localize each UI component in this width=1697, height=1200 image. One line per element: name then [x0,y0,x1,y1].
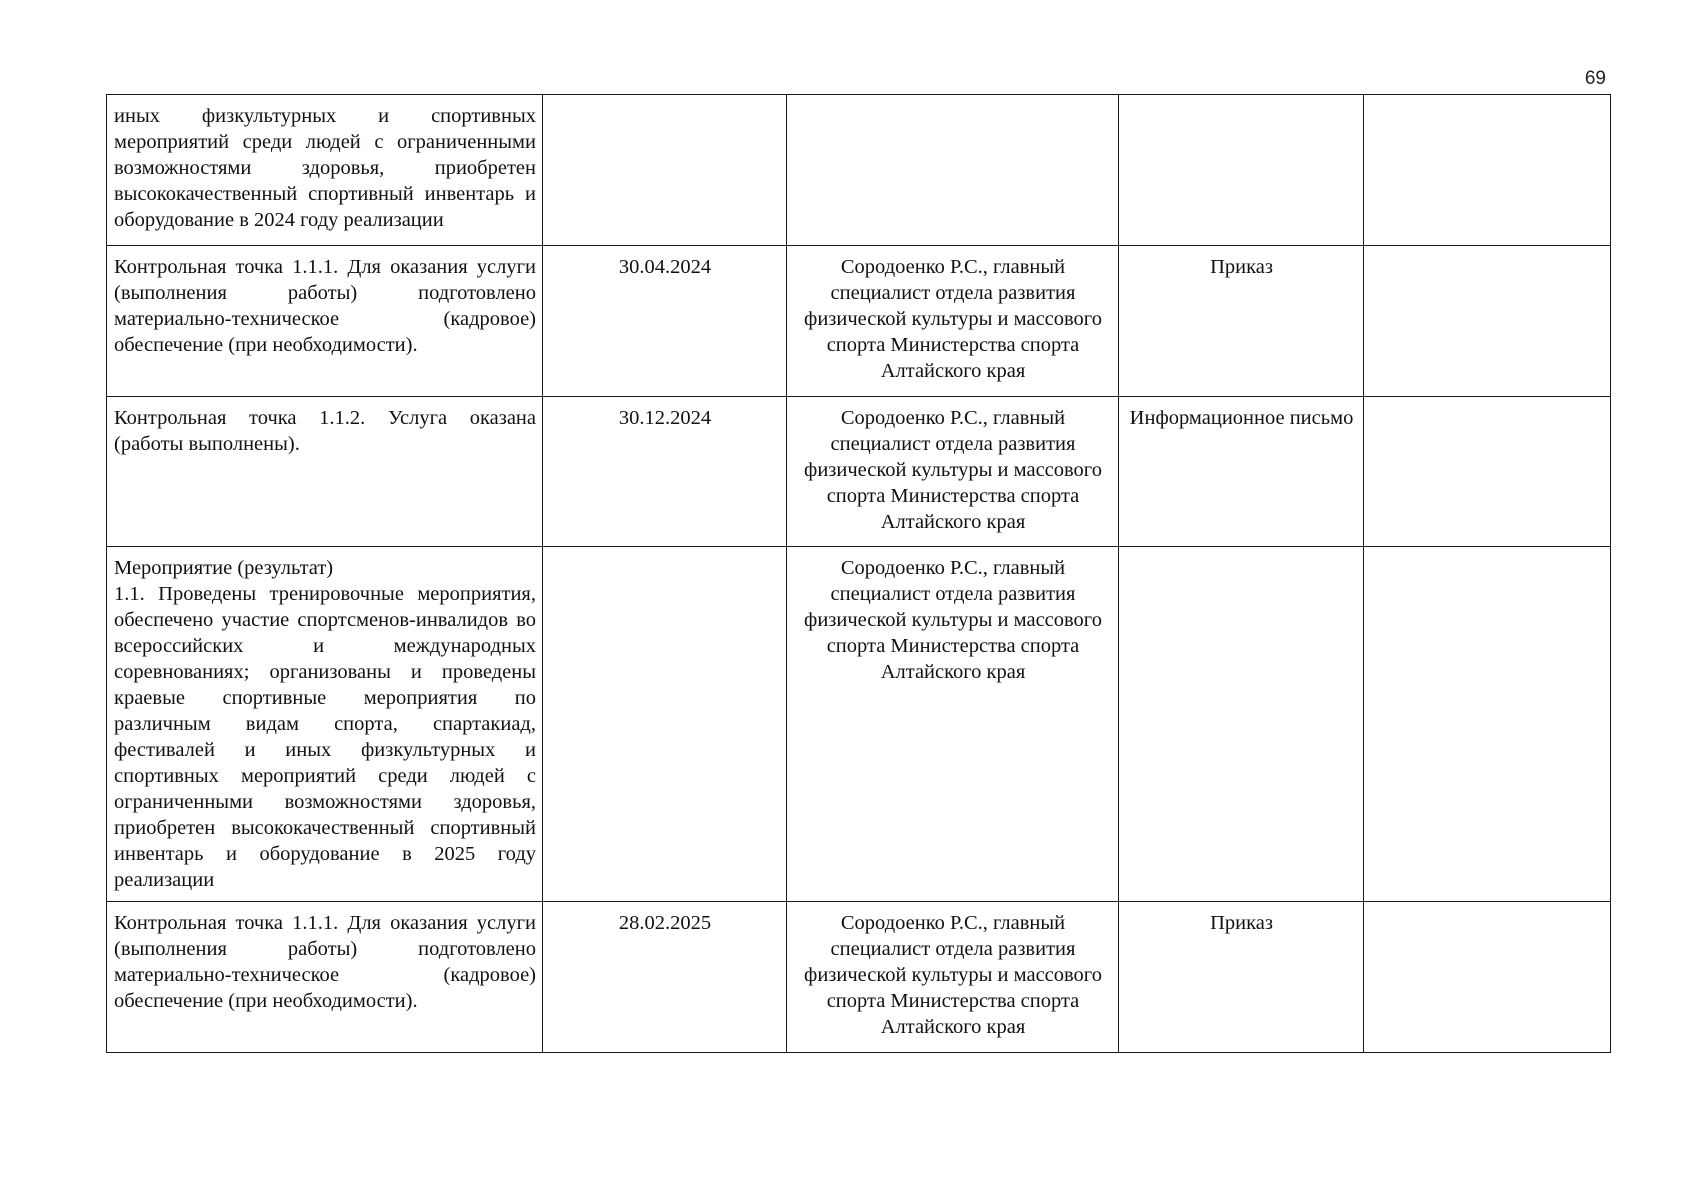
date-cell [543,547,787,902]
event-text: 1.1. Проведены тренировочные мероприятия, обеспечено участие спортсменов-инвалидов во всероссийских и международных соревнованиях; организованы и проведены краевые спортивные мероприятия по различным видам спорта, спартакиад, фестивалей и иных физкультурных и спортивных мероприятий среди людей с ограниченными возможностями здоровья, приобретен высококачественный спортивный инвентарь и оборудование в 2025 году реализации [114,583,536,891]
description-cell: Контрольная точка 1.1.1. Для оказания услуги (выполнения работы) подготовлено материально-техническое (кадровое) обеспечение (при необходимости). [107,246,543,397]
table-row [107,246,1611,397]
table-row [107,547,1611,902]
note-cell [1364,246,1611,397]
responsible-cell: Сородоенко Р.С., главный специалист отдела развития физической культуры и массового спорта Министерства спорта Алтайского края [787,397,1119,547]
description-cell: иных физкультурных и спортивных мероприятий среди людей с ограниченными возможностями здоровья, приобретен высококачественный спортивный инвентарь и оборудование в 2024 году реализации [107,95,543,246]
description-cell: Контрольная точка 1.1.2. Услуга оказана (работы выполнены). [107,397,543,547]
responsible-cell [787,95,1119,246]
responsible-cell: Сородоенко Р.С., главный специалист отдела развития физической культуры и массового спорта Министерства спорта Алтайского края [787,902,1119,1053]
date-cell: 30.04.2024 [543,246,787,397]
date-cell: 28.02.2025 [543,902,787,1053]
note-cell [1364,397,1611,547]
table-row [107,397,1611,547]
document-cell: Приказ [1119,902,1364,1053]
date-cell [543,95,787,246]
date-cell: 30.12.2024 [543,397,787,547]
note-cell [1364,902,1611,1053]
event-heading: Мероприятие (результат) [114,557,334,579]
note-cell [1364,95,1611,246]
table-row [107,902,1611,1053]
description-cell: Контрольная точка 1.1.1. Для оказания услуги (выполнения работы) подготовлено материально-техническое (кадровое) обеспечение (при необходимости). [107,902,543,1053]
description-cell [107,547,543,902]
document-cell [1119,95,1364,246]
document-cell: Информационное письмо [1119,397,1364,547]
plan-table [106,94,1611,1053]
responsible-cell: Сородоенко Р.С., главный специалист отдела развития физической культуры и массового спорта Министерства спорта Алтайского края [787,547,1119,902]
document-cell: Приказ [1119,246,1364,397]
page-number: 69 [1584,68,1606,89]
table-row [107,95,1611,246]
responsible-cell: Сородоенко Р.С., главный специалист отдела развития физической культуры и массового спорта Министерства спорта Алтайского края [787,246,1119,397]
note-cell [1364,547,1611,902]
document-cell [1119,547,1364,902]
